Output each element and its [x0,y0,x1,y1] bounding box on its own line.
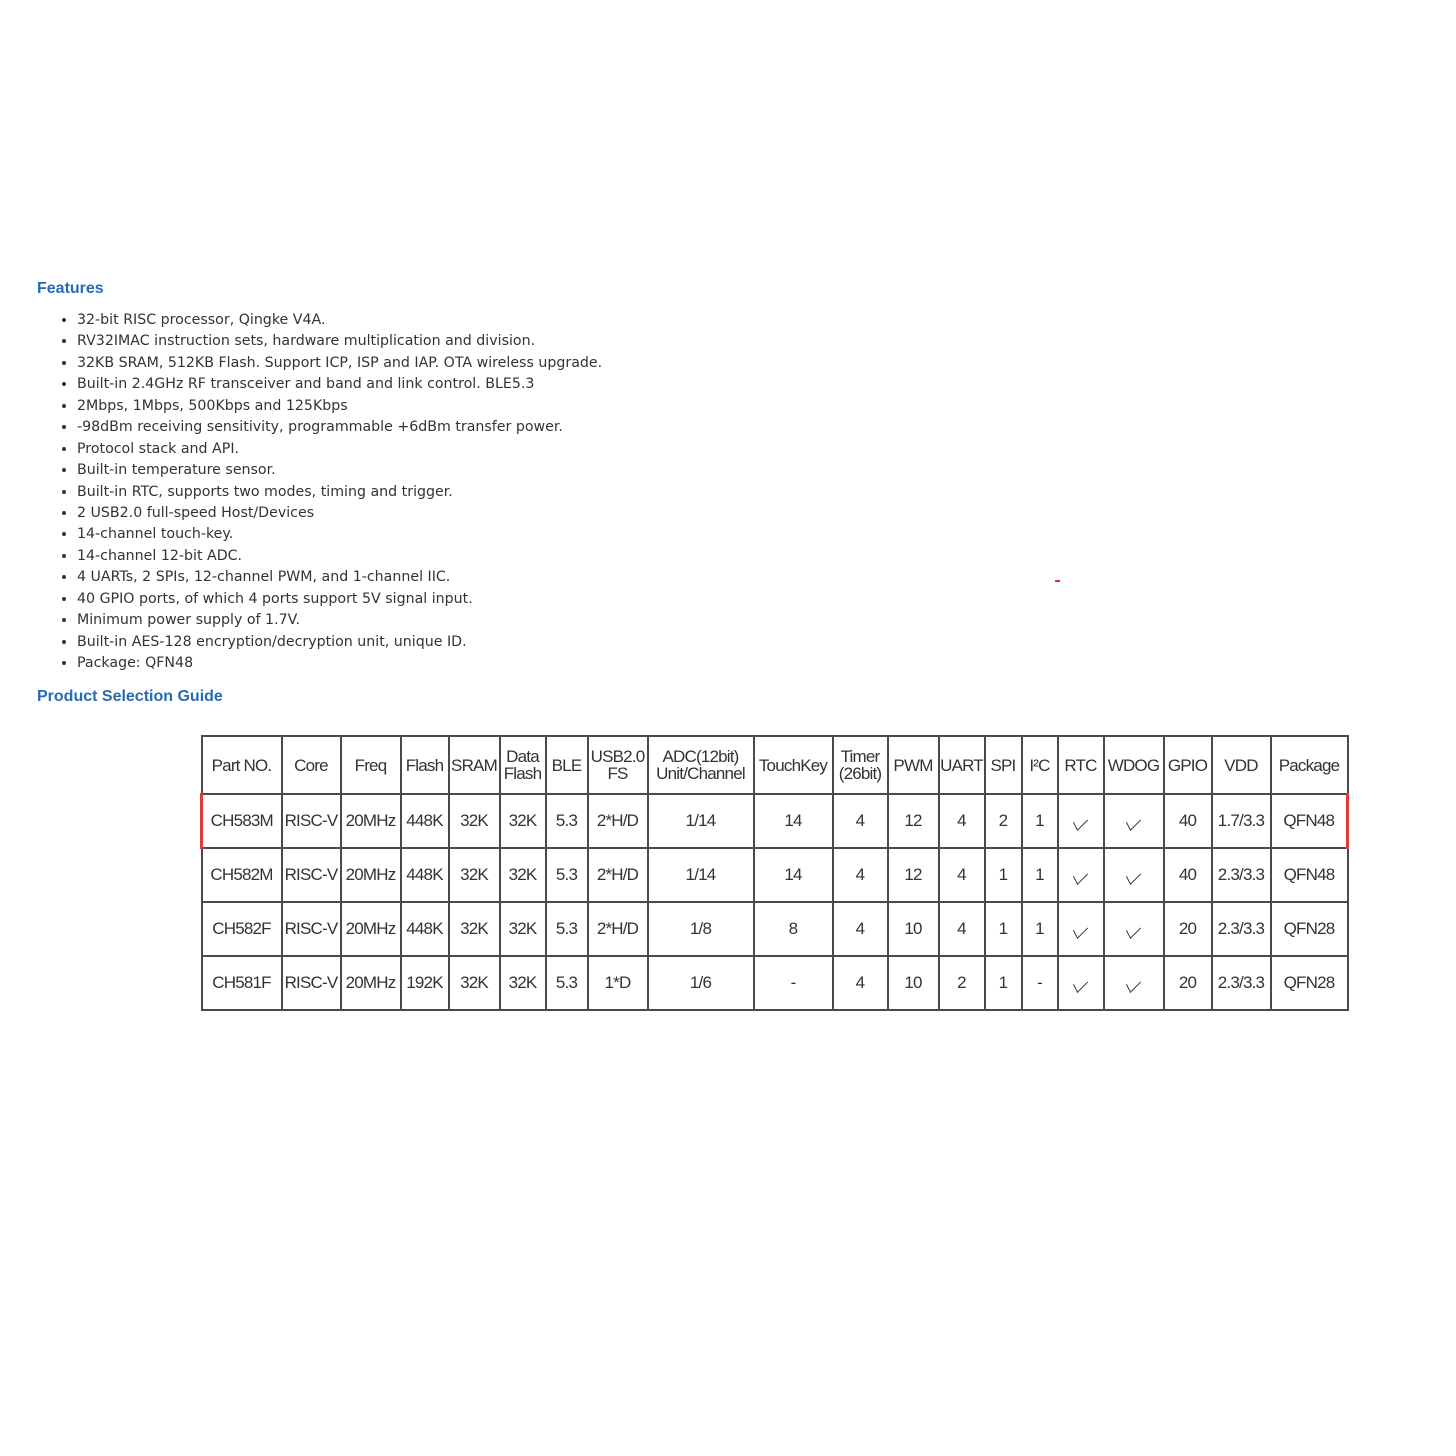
table-cell: RISC-V [282,956,341,1010]
table-cell: 4 [939,794,985,848]
table-cell: 32K [500,956,546,1010]
table-cell: 32K [500,848,546,902]
checkmark-icon [1126,812,1141,831]
table-row-highlighted [202,794,1348,848]
check-icon [1058,794,1104,848]
table-cell: CH582M [202,848,282,902]
table-cell: 2*H/D [588,848,648,902]
table-cell: 448K [401,794,449,848]
table-cell: QFN28 [1271,902,1348,956]
table-cell: 5.3 [546,848,588,902]
table-cell: 4 [833,902,888,956]
table-cell: 1*D [588,956,648,1010]
table-cell: 32K [449,848,500,902]
feature-item: • -98dBm receiving sensitivity, programmable +6dBm transfer power. [77,417,602,438]
table-cell: 1 [985,848,1022,902]
table-cell: 1.7/3.3 [1212,794,1271,848]
feature-item: • Built-in RTC, supports two modes, timing and trigger. [77,482,602,503]
table-cell: - [1022,956,1058,1010]
table-cell: 4 [939,848,985,902]
table-cell: 20 [1164,956,1212,1010]
feature-item: • 32-bit RISC processor, Qingke V4A. [77,310,602,331]
checkmark-icon [1073,866,1088,885]
table-cell: 14 [754,794,833,848]
table-cell: RISC-V [282,902,341,956]
table-cell: 2 [985,794,1022,848]
table-cell: 2.3/3.3 [1212,848,1271,902]
feature-item: • 32KB SRAM, 512KB Flash. Support ICP, ISP and IAP. OTA wireless upgrade. [77,353,602,374]
header-freq: Freq [341,736,401,794]
feature-item: • Built-in 2.4GHz RF transceiver and band and link control. BLE5.3 [77,374,602,395]
product-selection-guide-heading: Product Selection Guide [37,688,223,705]
table-cell: 1/6 [648,956,754,1010]
table-cell: 2.3/3.3 [1212,956,1271,1010]
table-cell: CH581F [202,956,282,1010]
table-cell: 2*H/D [588,794,648,848]
table-cell: 1 [985,902,1022,956]
table-cell: RISC-V [282,794,341,848]
table-cell: 8 [754,902,833,956]
table-cell: 5.3 [546,902,588,956]
table-cell: 4 [939,902,985,956]
checkmark-icon [1126,974,1141,993]
table-cell: 40 [1164,794,1212,848]
header-uart: UART [939,736,985,794]
features-list [37,310,602,674]
checkmark-icon [1126,866,1141,885]
table-row [202,956,1348,1010]
table-cell: 20 [1164,902,1212,956]
check-icon [1104,956,1164,1010]
feature-item: • Minimum power supply of 1.7V. [77,610,602,631]
table-cell: 20MHz [341,956,401,1010]
header-flash: Flash [401,736,449,794]
table-cell: 32K [449,902,500,956]
check-icon [1104,794,1164,848]
product-selection-table [200,735,1349,1011]
header-ble: BLE [546,736,588,794]
header-pwm: PWM [888,736,939,794]
check-icon [1058,956,1104,1010]
table-cell: 12 [888,848,939,902]
table-cell: 1 [1022,794,1058,848]
feature-item: • Built-in temperature sensor. [77,460,602,481]
table-cell: 5.3 [546,794,588,848]
table-cell: 2*H/D [588,902,648,956]
header-wdog: WDOG [1104,736,1164,794]
checkmark-icon [1073,974,1088,993]
table-cell: 4 [833,794,888,848]
header-sram: SRAM [449,736,500,794]
check-icon [1058,902,1104,956]
table-row [202,848,1348,902]
header-usb: USB2.0 FS [588,736,648,794]
table-cell: 1/8 [648,902,754,956]
header-spi: SPI [985,736,1022,794]
header-adc: ADC(12bit) Unit/Channel [648,736,754,794]
table-cell: 10 [888,956,939,1010]
table-cell: QFN48 [1271,794,1348,848]
table-cell: 40 [1164,848,1212,902]
red-dash-mark [1055,580,1060,582]
table-cell: 5.3 [546,956,588,1010]
feature-item: • 14-channel 12-bit ADC. [77,546,602,567]
table-cell: QFN48 [1271,848,1348,902]
feature-item: • 4 UARTs, 2 SPIs, 12-channel PWM, and 1-channel IIC. [77,567,602,588]
feature-item: • Protocol stack and API. [77,439,602,460]
table-cell: CH582F [202,902,282,956]
header-i2c: I²C [1022,736,1058,794]
table-cell: 192K [401,956,449,1010]
feature-item: • RV32IMAC instruction sets, hardware multiplication and division. [77,331,602,352]
table-cell: 1/14 [648,848,754,902]
feature-item: • 2Mbps, 1Mbps, 500Kbps and 125Kbps [77,396,602,417]
table-header-row [202,736,1348,794]
header-touchkey: TouchKey [754,736,833,794]
table-cell: QFN28 [1271,956,1348,1010]
table-cell: RISC-V [282,848,341,902]
table-cell: 1 [1022,902,1058,956]
header-package: Package [1271,736,1348,794]
table-cell: 10 [888,902,939,956]
table-cell: 14 [754,848,833,902]
header-vdd: VDD [1212,736,1271,794]
header-data-flash: Data Flash [500,736,546,794]
header-timer: Timer (26bit) [833,736,888,794]
table-cell: 1 [985,956,1022,1010]
table-cell: 32K [500,902,546,956]
table-cell: 12 [888,794,939,848]
table-cell: 4 [833,848,888,902]
table-cell: CH583M [202,794,282,848]
header-rtc: RTC [1058,736,1104,794]
feature-item: • Built-in AES-128 encryption/decryption unit, unique ID. [77,632,602,653]
table-cell: 2 [939,956,985,1010]
header-gpio: GPIO [1164,736,1212,794]
table-row [202,902,1348,956]
table-cell: 448K [401,848,449,902]
table-cell: 2.3/3.3 [1212,902,1271,956]
table-cell: 32K [449,794,500,848]
table-cell: 448K [401,902,449,956]
check-icon [1058,848,1104,902]
features-heading: Features [37,280,104,297]
feature-item: • Package: QFN48 [77,653,602,674]
table-cell: - [754,956,833,1010]
table-cell: 20MHz [341,794,401,848]
table-cell: 32K [500,794,546,848]
table-cell: 20MHz [341,848,401,902]
feature-item: • 40 GPIO ports, of which 4 ports support 5V signal input. [77,589,602,610]
table-cell: 20MHz [341,902,401,956]
table-cell: 32K [449,956,500,1010]
checkmark-icon [1126,920,1141,939]
check-icon [1104,848,1164,902]
feature-item: • 2 USB2.0 full-speed Host/Devices [77,503,602,524]
table-cell: 1 [1022,848,1058,902]
table-cell: 4 [833,956,888,1010]
header-core: Core [282,736,341,794]
header-part-no: Part NO. [202,736,282,794]
checkmark-icon [1073,920,1088,939]
feature-item: • 14-channel touch-key. [77,524,602,545]
checkmark-icon [1073,812,1088,831]
check-icon [1104,902,1164,956]
table-cell: 1/14 [648,794,754,848]
